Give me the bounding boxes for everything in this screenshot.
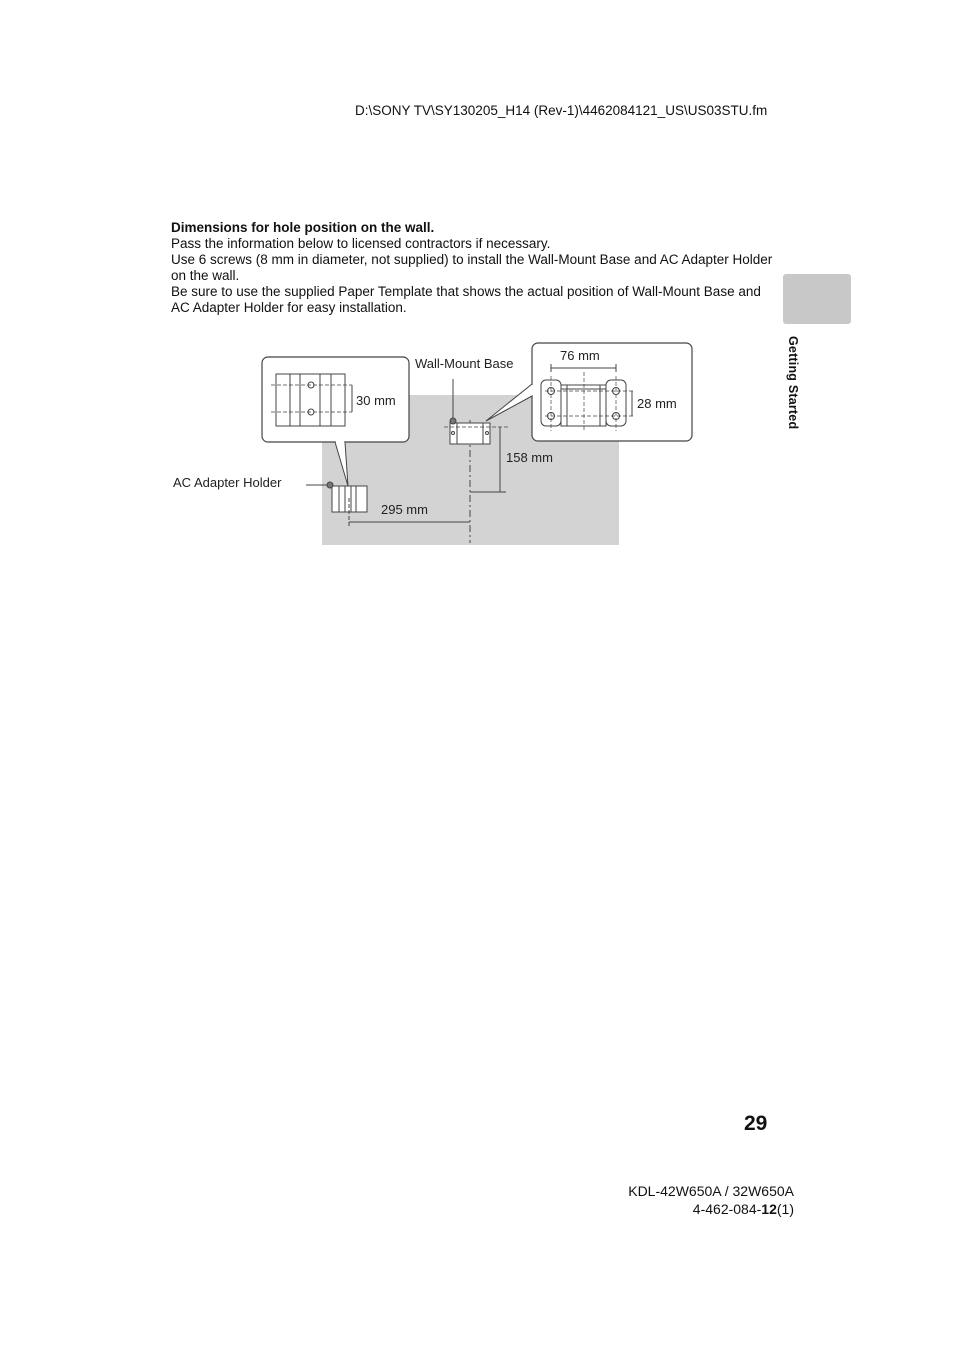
dim-295-label: 295 mm — [381, 502, 428, 517]
footer-model-info — [628, 1182, 794, 1218]
section-heading: Dimensions for hole position on the wall. — [171, 220, 435, 235]
wall-mount-base-label: Wall-Mount Base — [415, 356, 514, 371]
hole-position-diagram — [0, 0, 954, 600]
page-number: 29 — [744, 1112, 768, 1135]
wall-mount-base-small — [450, 423, 490, 444]
side-tab-label: Getting Started — [786, 336, 800, 430]
wall-mount-base-marker — [450, 418, 456, 424]
model-number: KDL-42W650A / 32W650A — [628, 1183, 794, 1199]
dim-30-label: 30 mm — [356, 393, 396, 408]
document-code: 4-462-084-12(1) — [692, 1201, 794, 1217]
ac-adapter-holder-marker — [327, 482, 333, 488]
ac-adapter-holder-detail — [276, 374, 345, 426]
paragraph-screws: Use 6 screws (8 mm in diameter, not supplied) to install the Wall-Mount Base and AC Adapter Holder on the wall. — [171, 252, 773, 283]
paragraph-contractors: Pass the information below to licensed contractors if necessary. — [171, 236, 551, 251]
dim-28-label: 28 mm — [637, 396, 677, 411]
ac-adapter-holder-label: AC Adapter Holder — [173, 475, 282, 490]
dim-76-label: 76 mm — [560, 348, 600, 363]
paragraph-template: Be sure to use the supplied Paper Template that shows the actual position of Wall-Mount Base and AC Adapter Holder for easy installation. — [171, 284, 761, 315]
wall-mount-base-detail — [541, 380, 626, 426]
dim-158-label: 158 mm — [506, 450, 553, 465]
file-path-header: D:\SONY TV\SY130205_H14 (Rev-1)\4462084121_US\US03STU.fm — [355, 103, 768, 118]
